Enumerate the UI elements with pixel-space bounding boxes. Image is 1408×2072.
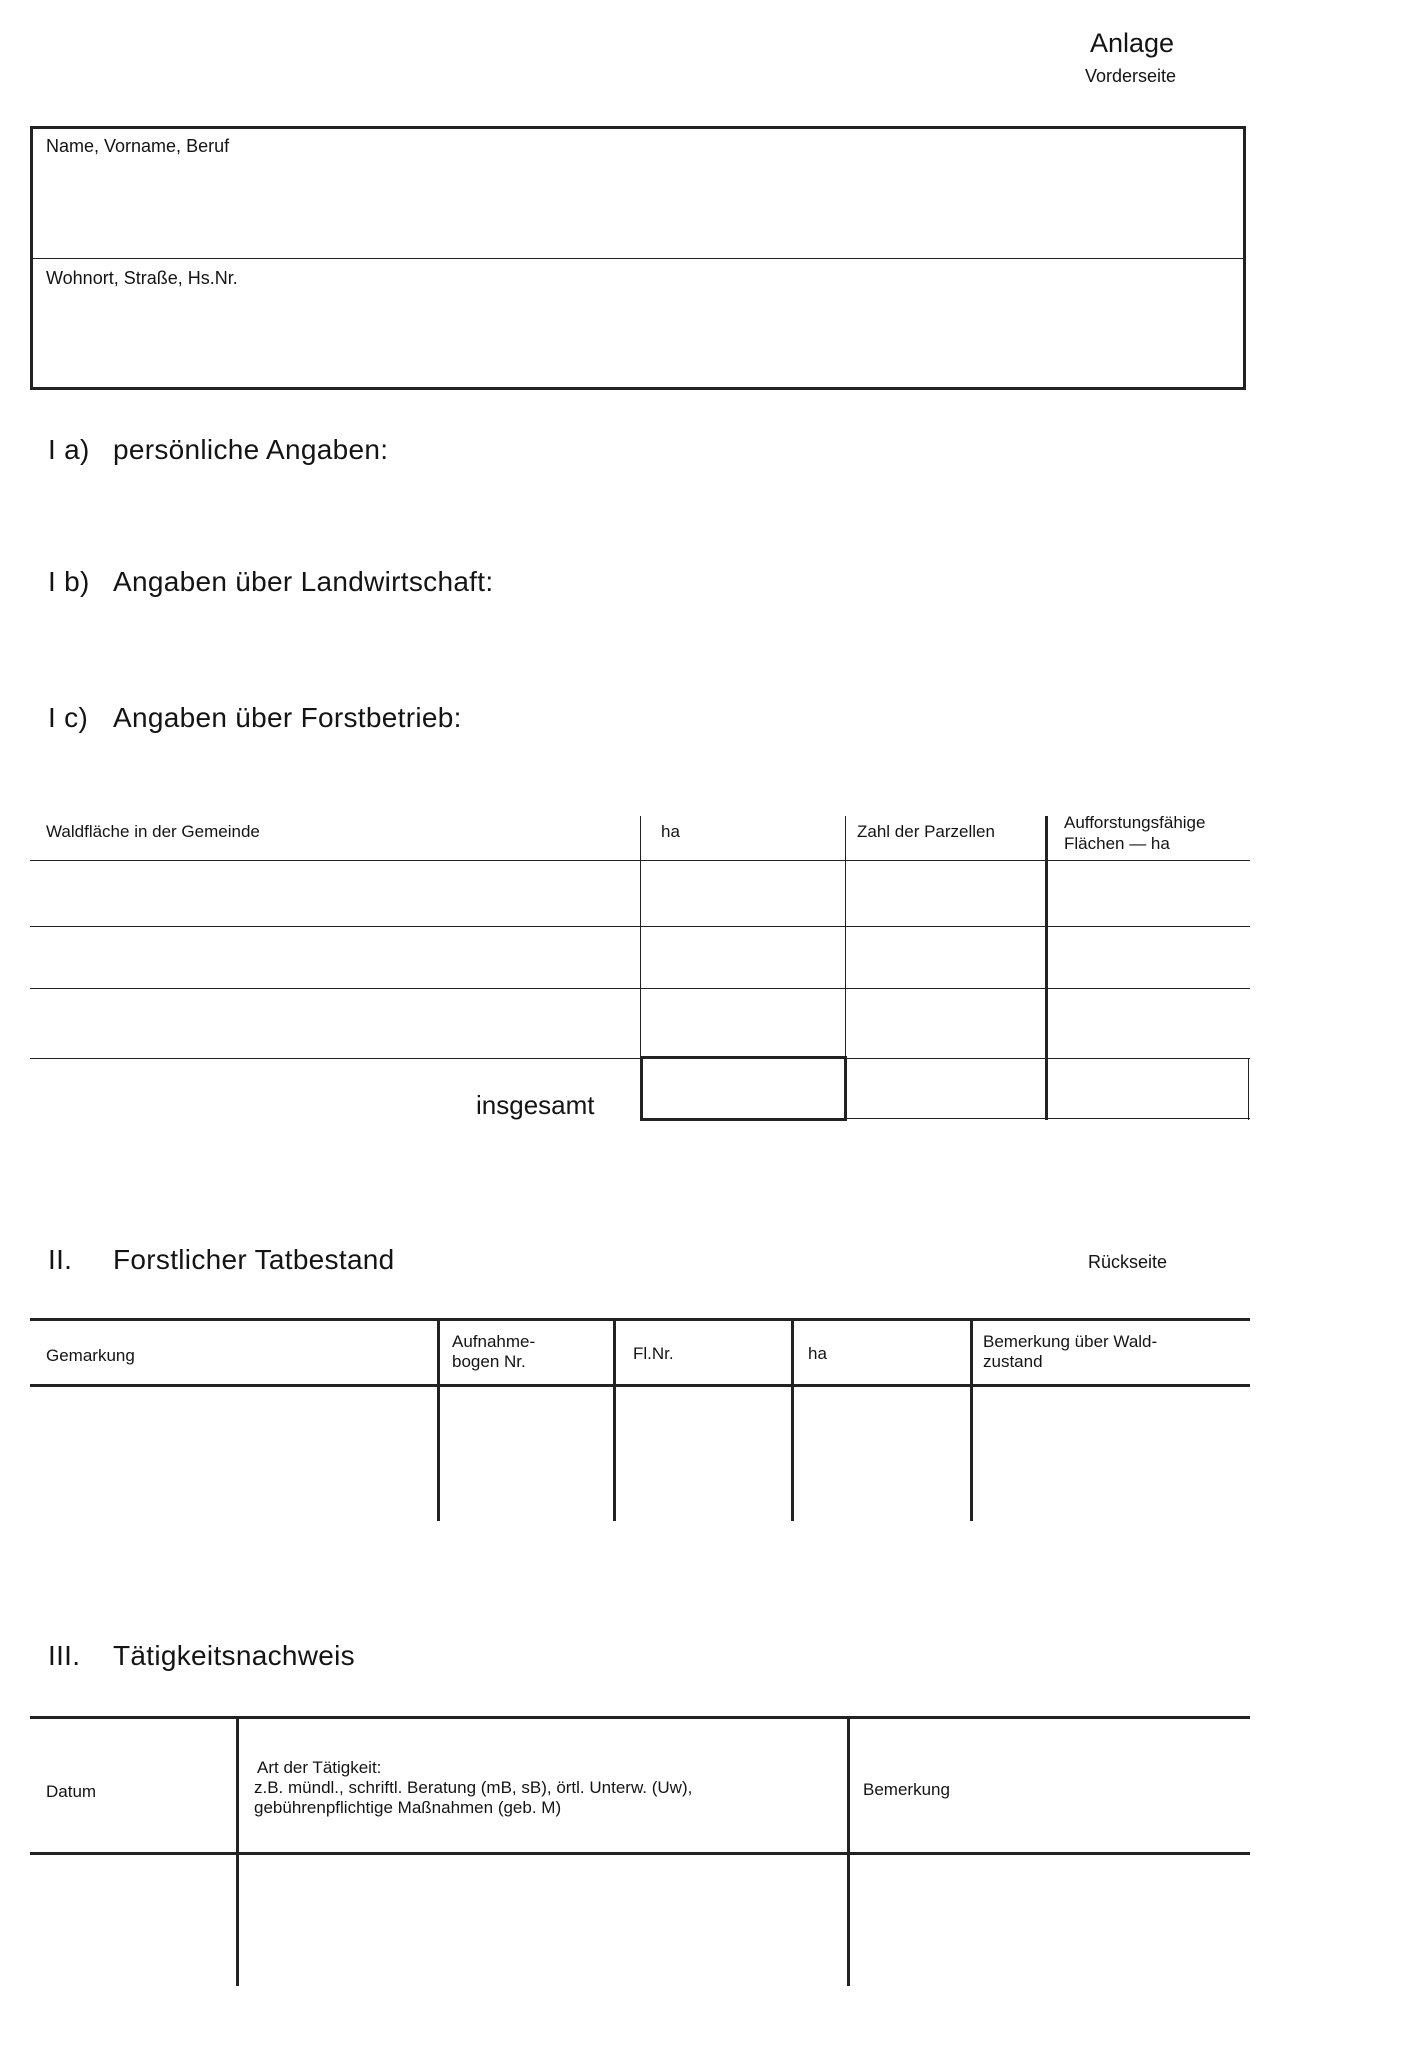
forest-col-reforestable-1: Aufforstungsfähige (1064, 813, 1206, 832)
section-ib-title: Angaben über Landwirtschaft: (113, 566, 494, 597)
activity-col-type-line-1: z.B. mündl., schriftl. Beratung (mB, sB), örtl. Unterw. (Uw), (254, 1778, 693, 1797)
forest-row-2[interactable] (30, 928, 1248, 986)
forest-col-area: Waldfläche in der Gemeinde (46, 822, 260, 841)
forest-total-bottom-rule (845, 1118, 1250, 1119)
forest-total-parcels-field[interactable] (848, 1060, 1043, 1116)
section-ib-number: I b) (48, 566, 90, 597)
survey-col-ha: ha (808, 1344, 827, 1363)
activity-col-date: Datum (46, 1782, 97, 1801)
activity-col-type-line-2: gebührenpflichtige Maßnahmen (geb. M) (254, 1798, 562, 1817)
survey-col-parcel-no: Fl.Nr. (633, 1344, 674, 1363)
document-title: Anlage (1090, 28, 1175, 58)
section-iii-title: Tätigkeitsnachweis (113, 1640, 355, 1671)
forest-row-1[interactable] (30, 862, 1248, 924)
name-field-label: Name, Vorname, Beruf (46, 136, 230, 156)
section-ia-number: I a) (48, 434, 90, 465)
survey-col-remark-1: Bemerkung über Wald- (983, 1332, 1158, 1351)
forest-col-ha: ha (661, 822, 680, 841)
activity-table-header-rule (30, 1852, 1250, 1855)
section-iii-number: III. (48, 1640, 81, 1671)
forest-row-rule-2 (30, 988, 1250, 989)
activity-table-top-rule (30, 1716, 1250, 1719)
document-subtitle: Vorderseite (1085, 66, 1177, 86)
activity-col-type-title: Art der Tätigkeit: (257, 1758, 382, 1777)
address-field-label: Wohnort, Straße, Hs.Nr. (46, 268, 238, 288)
survey-col-remark-2: zustand (983, 1352, 1043, 1371)
section-ii-number: II. (48, 1244, 73, 1275)
forest-col-parcels: Zahl der Parzellen (857, 822, 995, 841)
forest-total-label: insgesamt (476, 1090, 595, 1120)
section-ic-title: Angaben über Forstbetrieb: (113, 702, 462, 733)
activity-table-row[interactable] (32, 1856, 1248, 1984)
survey-table-row[interactable] (32, 1388, 1248, 1518)
survey-col-district: Gemarkung (46, 1346, 135, 1365)
section-ia-title: persönliche Angaben: (113, 434, 389, 465)
personal-details-field[interactable] (48, 474, 1248, 564)
back-side-note: Rückseite (1088, 1252, 1168, 1272)
section-ic-number: I c) (48, 702, 89, 733)
forest-header-rule (30, 860, 1250, 861)
activity-col-remark: Bemerkung (863, 1780, 950, 1799)
forest-total-right-rule (1248, 1058, 1249, 1120)
forest-row-3[interactable] (30, 990, 1248, 1056)
agriculture-details-field[interactable] (48, 606, 1248, 700)
survey-col-sheet-1: Aufnahme- (452, 1332, 536, 1351)
forest-col-reforestable-2: Flächen — ha (1064, 834, 1170, 853)
forest-total-reforestable-field[interactable] (1050, 1060, 1246, 1116)
personal-box-divider (33, 258, 1243, 259)
survey-table-top-rule (30, 1318, 1250, 1321)
forest-row-rule-1 (30, 926, 1250, 927)
forest-total-ha-box[interactable] (640, 1056, 847, 1121)
address-field[interactable] (36, 292, 1236, 384)
section-ii-title: Forstlicher Tatbestand (113, 1244, 395, 1275)
name-field[interactable] (36, 160, 1236, 254)
survey-table-header-rule (30, 1384, 1250, 1387)
survey-col-sheet-2: bogen Nr. (452, 1352, 526, 1371)
